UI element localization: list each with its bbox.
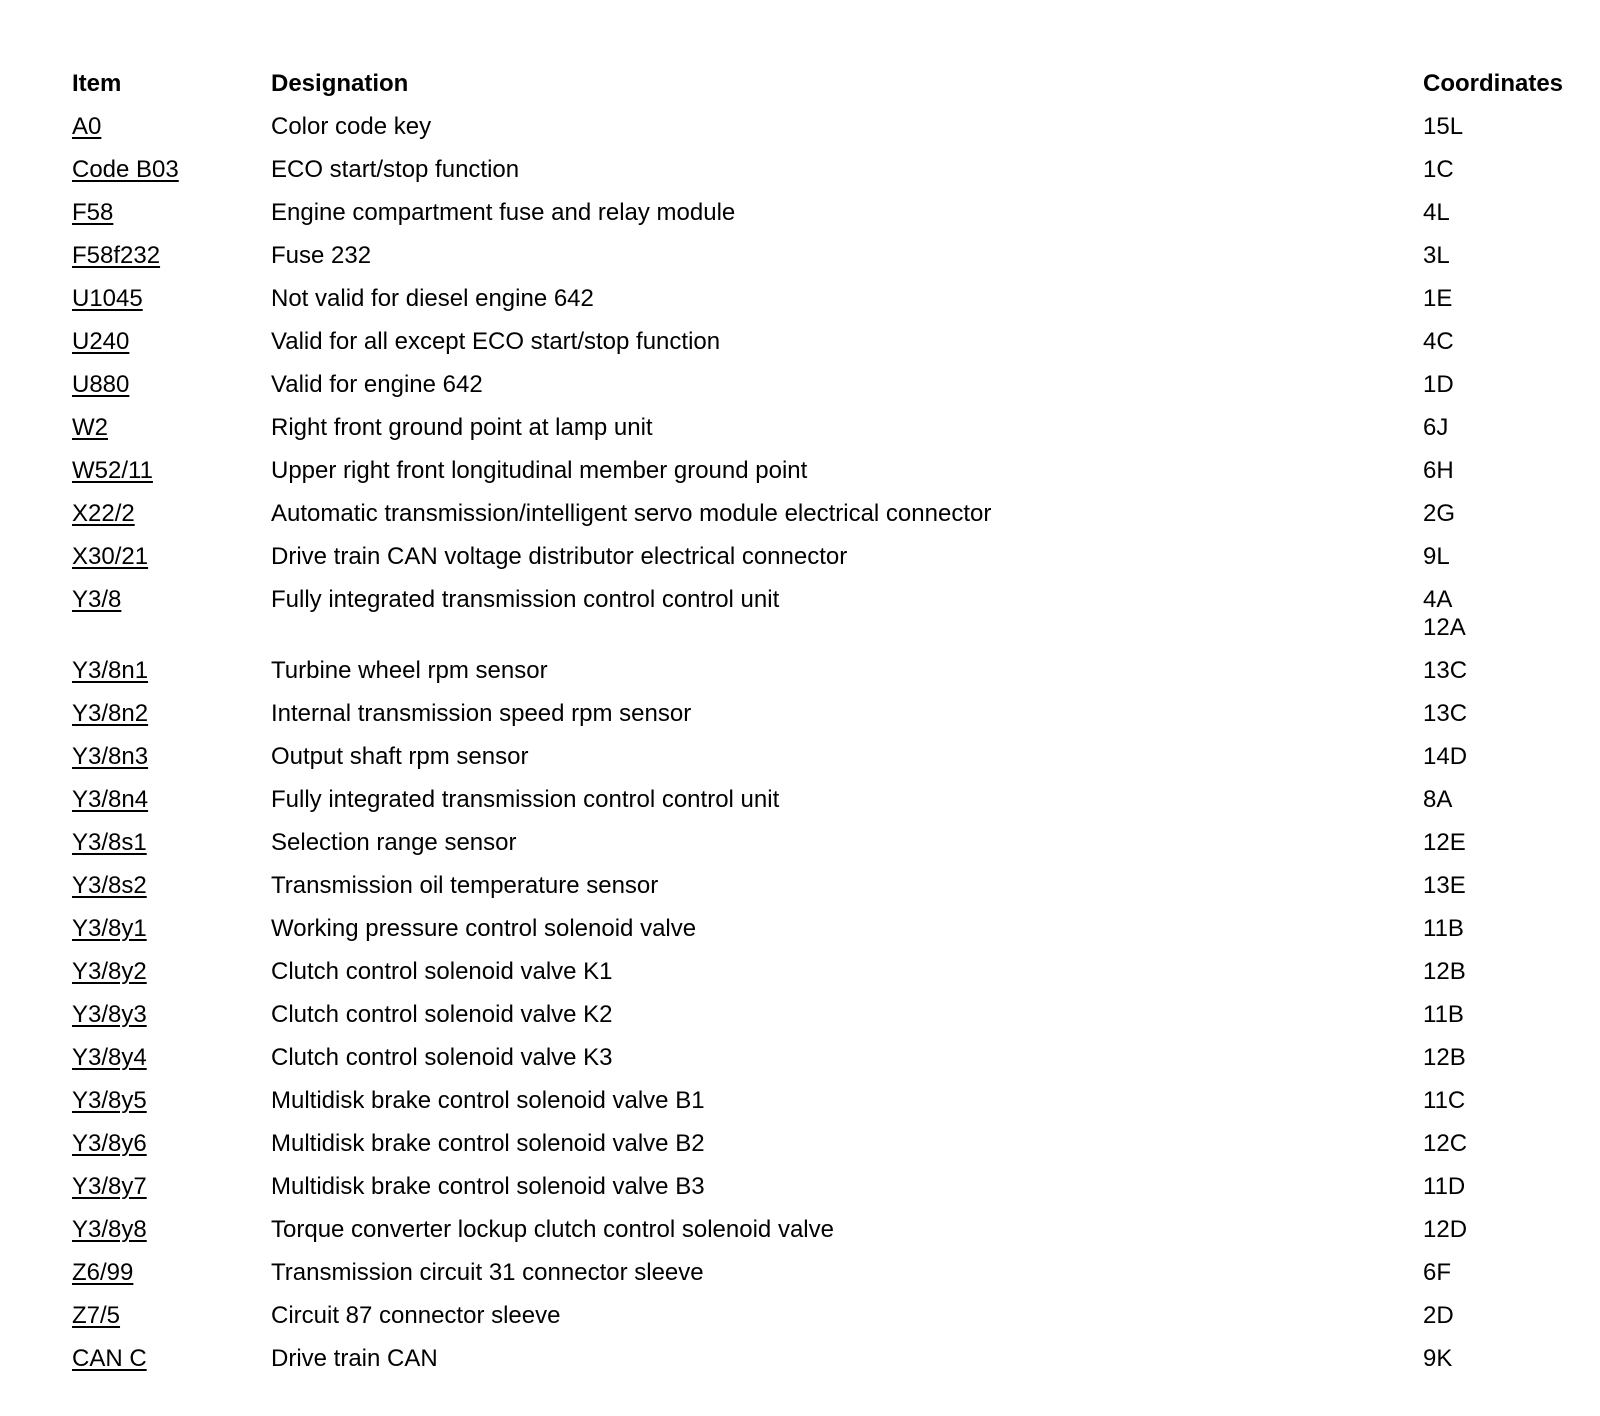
coordinates-cell — [1423, 320, 1454, 355]
coordinates-cell — [1423, 1079, 1466, 1114]
coordinates-cell — [1423, 277, 1453, 312]
designation-text: Internal transmission speed rpm sensor — [271, 700, 692, 727]
designation-text: Color code key — [271, 113, 432, 140]
coordinate-value: 14D — [1423, 743, 1468, 770]
item-link[interactable]: X30/21 — [72, 543, 149, 570]
table-row — [72, 277, 1572, 320]
coordinate-value: 11B — [1423, 915, 1464, 942]
header-item: Item — [72, 70, 122, 97]
item-link[interactable]: Z7/5 — [72, 1302, 121, 1329]
coordinates-cell — [1423, 535, 1450, 570]
item-link[interactable]: F58 — [72, 199, 114, 226]
coordinates-cell — [1423, 449, 1454, 484]
coordinate-value: 6J — [1423, 414, 1449, 441]
item-link[interactable]: Y3/8y2 — [72, 958, 147, 985]
table-row — [72, 692, 1572, 735]
item-link[interactable]: X22/2 — [72, 500, 135, 527]
coordinate-value: 8A — [1423, 786, 1453, 813]
coordinate-value: 9K — [1423, 1345, 1453, 1372]
designation-text: Valid for all except ECO start/stop function — [271, 328, 721, 355]
table-row — [72, 320, 1572, 363]
designation-text: Circuit 87 connector sleeve — [271, 1302, 561, 1329]
designation-text: Transmission circuit 31 connector sleeve — [271, 1259, 704, 1286]
item-link[interactable]: U240 — [72, 328, 130, 355]
item-link[interactable]: F58f232 — [72, 242, 161, 269]
coordinate-value: 13C — [1423, 700, 1468, 727]
item-link[interactable]: A0 — [72, 113, 102, 140]
coordinates-cell — [1423, 1036, 1466, 1071]
coordinates-cell — [1423, 406, 1449, 441]
coordinate-value: 13C — [1423, 657, 1468, 684]
table-row — [72, 535, 1572, 578]
table-header — [72, 62, 1572, 105]
coordinate-value: 15L — [1423, 113, 1464, 140]
designation-text: Drive train CAN voltage distributor electrical connector — [271, 543, 848, 570]
coordinate-value: 12E — [1423, 829, 1466, 856]
coordinates-cell — [1423, 1294, 1454, 1329]
table-row — [72, 191, 1572, 234]
item-link[interactable]: Y3/8y4 — [72, 1044, 147, 1071]
table-row — [72, 1251, 1572, 1294]
designation-text: Automatic transmission/intelligent servo module electrical connector — [271, 500, 992, 527]
table-row — [72, 821, 1572, 864]
coordinate-value: 6F — [1423, 1259, 1452, 1286]
item-link[interactable]: Y3/8n4 — [72, 786, 149, 813]
table-row — [72, 649, 1572, 692]
designation-text: Working pressure control solenoid valve — [271, 915, 697, 942]
table-row — [72, 1036, 1572, 1079]
designation-text: Drive train CAN — [271, 1345, 438, 1372]
coordinates-cell — [1423, 1165, 1466, 1200]
coordinate-value: 11D — [1423, 1173, 1466, 1200]
item-link[interactable]: CAN C — [72, 1345, 147, 1372]
table-row — [72, 1294, 1572, 1337]
designation-text: Clutch control solenoid valve K2 — [271, 1001, 613, 1028]
designation-text: Multidisk brake control solenoid valve B1 — [271, 1087, 705, 1114]
designation-text: Transmission oil temperature sensor — [271, 872, 659, 899]
coordinate-value: 1D — [1423, 371, 1454, 398]
item-link[interactable]: U1045 — [72, 285, 143, 312]
table-row — [72, 993, 1572, 1036]
item-link[interactable]: W52/11 — [72, 457, 153, 484]
coordinates-cell — [1423, 1251, 1452, 1286]
designation-text: Selection range sensor — [271, 829, 517, 856]
coordinate-value: 4L — [1423, 199, 1450, 226]
table-row — [72, 864, 1572, 907]
coordinate-value: 11B — [1423, 1001, 1464, 1028]
designation-text: Multidisk brake control solenoid valve B2 — [271, 1130, 705, 1157]
designation-text: Upper right front longitudinal member ground point — [271, 457, 808, 484]
item-link[interactable]: Y3/8y7 — [72, 1173, 147, 1200]
coordinates-cell — [1423, 105, 1464, 140]
coordinate-value: 11C — [1423, 1087, 1466, 1114]
coordinates-cell — [1423, 692, 1468, 727]
designation-text: Not valid for diesel engine 642 — [271, 285, 594, 312]
table-row — [72, 1208, 1572, 1251]
table-row — [72, 492, 1572, 535]
table-body — [72, 105, 1572, 1380]
designation-text: Valid for engine 642 — [271, 371, 483, 398]
designation-text: Torque converter lockup clutch control solenoid valve — [271, 1216, 834, 1243]
table-row — [72, 234, 1572, 277]
item-link[interactable]: Y3/8s1 — [72, 829, 147, 856]
table-row — [72, 578, 1572, 649]
coordinate-value: 3L — [1423, 242, 1450, 269]
coordinates-cell — [1423, 735, 1468, 770]
item-link[interactable]: Y3/8n3 — [72, 743, 149, 770]
item-link[interactable]: Y3/8n2 — [72, 700, 149, 727]
coordinates-cell — [1423, 492, 1456, 527]
table-row — [72, 363, 1572, 406]
item-link[interactable]: Y3/8 — [72, 586, 122, 613]
coordinates-cell — [1423, 363, 1454, 398]
table-row — [72, 148, 1572, 191]
designation-text: Clutch control solenoid valve K3 — [271, 1044, 613, 1071]
table-row — [72, 778, 1572, 821]
table-row — [72, 1079, 1572, 1122]
coordinate-value: 12C — [1423, 1130, 1468, 1157]
table-row — [72, 406, 1572, 449]
designation-text: Multidisk brake control solenoid valve B3 — [271, 1173, 705, 1200]
coordinate-value: 12D — [1423, 1216, 1468, 1243]
designation-text: Fully integrated transmission control control unit — [271, 586, 780, 613]
item-link[interactable]: Y3/8y3 — [72, 1001, 147, 1028]
table-row — [72, 950, 1572, 993]
coordinates-cell — [1423, 578, 1466, 641]
designation-text: Clutch control solenoid valve K1 — [271, 958, 613, 985]
item-link[interactable]: Y3/8y1 — [72, 915, 147, 942]
coordinate-value: 9L — [1423, 543, 1450, 570]
coordinate-value: 12B — [1423, 1044, 1466, 1071]
header-designation: Designation — [271, 70, 409, 97]
item-link[interactable]: Y3/8n1 — [72, 657, 149, 684]
item-link[interactable]: U880 — [72, 371, 130, 398]
component-legend-table — [72, 62, 1572, 1380]
designation-text: Right front ground point at lamp unit — [271, 414, 653, 441]
coordinate-value: 2G — [1423, 500, 1456, 527]
item-link[interactable]: W2 — [72, 414, 108, 441]
coordinate-value: 12A — [1423, 614, 1466, 641]
coordinates-cell — [1423, 148, 1454, 183]
designation-text: Output shaft rpm sensor — [271, 743, 529, 770]
coordinates-cell — [1423, 864, 1466, 899]
coordinates-cell — [1423, 993, 1464, 1028]
coordinates-cell — [1423, 1208, 1468, 1243]
table-row — [72, 907, 1572, 950]
designation-text: Engine compartment fuse and relay module — [271, 199, 736, 226]
coordinates-cell — [1423, 907, 1464, 942]
coordinate-value: 4C — [1423, 328, 1454, 355]
designation-text: Fully integrated transmission control control unit — [271, 786, 780, 813]
coordinates-cell — [1423, 234, 1450, 269]
coordinate-value: 13E — [1423, 872, 1466, 899]
table-row — [72, 1337, 1572, 1380]
coordinates-cell — [1423, 191, 1450, 226]
item-link[interactable]: Y3/8y6 — [72, 1130, 147, 1157]
item-link[interactable]: Code B03 — [72, 156, 179, 183]
table-row — [72, 1165, 1572, 1208]
item-link[interactable]: Z6/99 — [72, 1259, 134, 1286]
coordinates-cell — [1423, 821, 1466, 856]
coordinates-cell — [1423, 1337, 1453, 1372]
item-link[interactable]: Y3/8y8 — [72, 1216, 147, 1243]
coordinates-cell — [1423, 950, 1466, 985]
item-link[interactable]: Y3/8s2 — [72, 872, 147, 899]
coordinate-value: 1E — [1423, 285, 1453, 312]
table-row — [72, 1122, 1572, 1165]
table-row — [72, 105, 1572, 148]
coordinate-value: 1C — [1423, 156, 1454, 183]
designation-text: ECO start/stop function — [271, 156, 520, 183]
table-row — [72, 735, 1572, 778]
coordinate-value: 4A — [1423, 586, 1453, 613]
coordinate-value: 2D — [1423, 1302, 1454, 1329]
table-row — [72, 449, 1572, 492]
designation-text: Fuse 232 — [271, 242, 372, 269]
coordinates-cell — [1423, 649, 1468, 684]
header-coordinates: Coordinates — [1423, 70, 1564, 97]
designation-text: Turbine wheel rpm sensor — [271, 657, 548, 684]
coordinate-value: 6H — [1423, 457, 1454, 484]
coordinates-cell — [1423, 778, 1453, 813]
coordinates-cell — [1423, 1122, 1468, 1157]
item-link[interactable]: Y3/8y5 — [72, 1087, 147, 1114]
coordinate-value: 12B — [1423, 958, 1466, 985]
